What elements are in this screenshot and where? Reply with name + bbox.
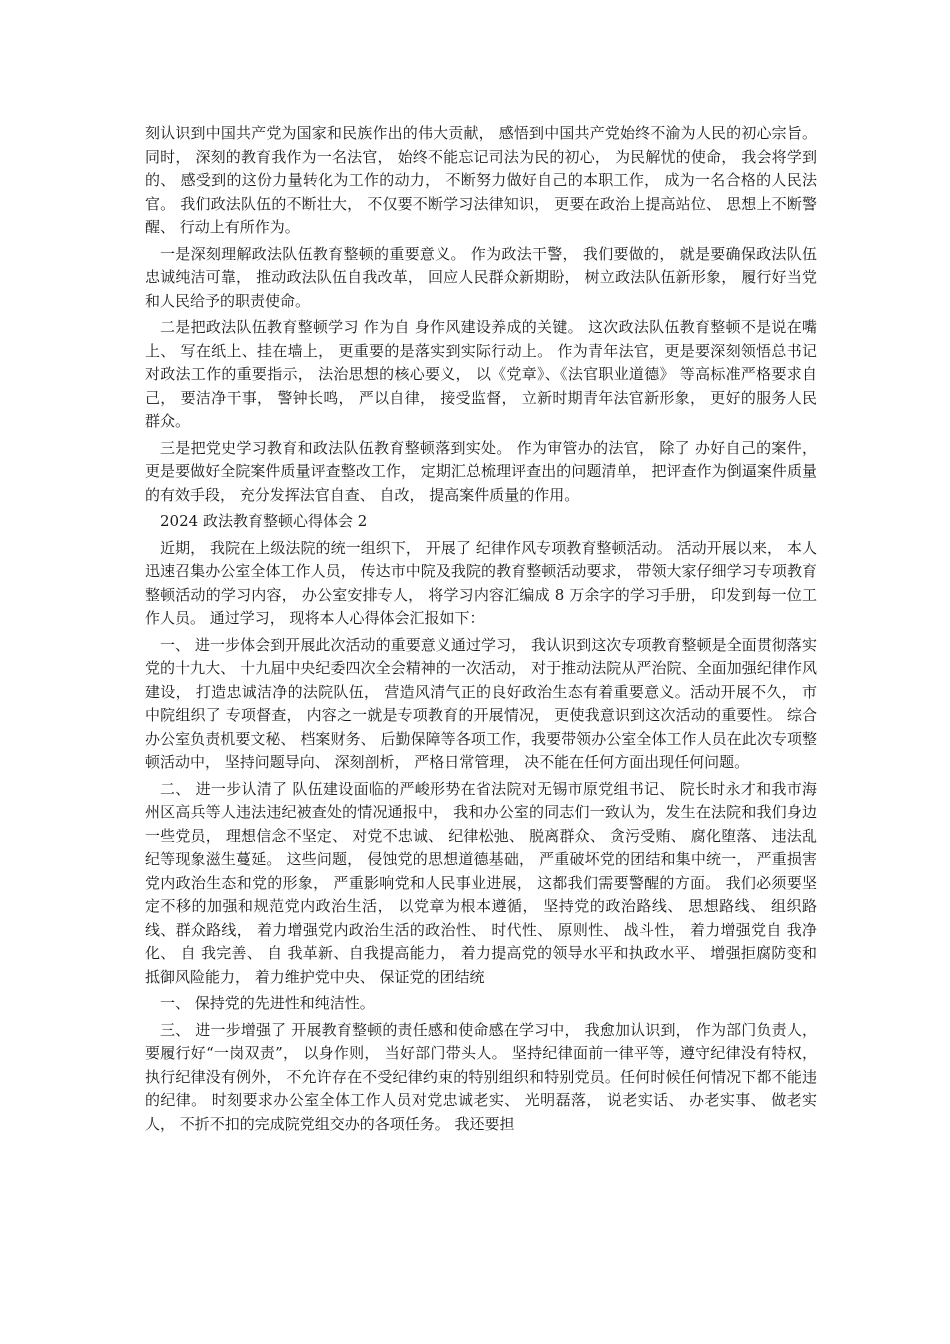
paragraph-point-1: 一是深刻理解政法队伍教育整顿的重要意义。 作为政法干警， 我们要做的， 就是要确保政法队伍忠诚纯洁可靠， 推动政法队伍自我改革， 回应人民群众新期盼， 树立政法队伍新形象， 履行好当党和人民给予的职责使命。 [145,244,817,310]
paragraph-advanced: 一、 保持党的先进性和纯洁性。 [160,994,375,1012]
section-heading: 2024 政法教育整顿心得体会 2 [160,512,368,530]
paragraph-point-2: 二是把政法队伍教育整顿学习 作为自 身作风建设养成的关键。 这次政法队伍教育整顿不是说在嘴上、 写在纸上、挂在墙上， 更重要的是落实到实际行动上。 作为青年法官，更是要深刻领悟总书记对政法工作的重要指示， 法治思想的核心要义， 以《党章》、《法官职业道德》 等高标准严格要求自己， 要洁净干事， 警钟长鸣， 严以自律， 接受监督， 立新时期青年法官新形象， 更好的服务人民群众。 [145,318,817,430]
paragraph-point-3: 三是把党史学习教育和政法队伍教育整顿落到实处。 作为审管办的法官， 除了 办好自己的案件， 更是要做好全院案件质量评查整改工作， 定期汇总梳理评查出的问题清单， 把评查作为倒逼案件质量的有效手段， 充分发挥法官自查、 自改， 提高案件质量的作用。 [145,438,817,504]
paragraph-intro: 刻认识到中国共产党为国家和民族作出的伟大贡献， 感悟到中国共产党始终不渝为人民的初心宗旨。 同时， 深刻的教育我作为一名法官， 始终不能忘记司法为民的初心， 为民解忧的使命， 我会将学到的、 感受到的这份力量转化为工作的动力， 不断努力做好自己的本职工作， 成为一名合格的人民法官。 我们政法队伍的不断壮大， 不仅要不断学习法律知识， 更要在政治上提高站位、 思想上不断警醒、 行动上有所作为。 [145,124,817,236]
document-page [145,122,817,1139]
paragraph-recent: 近期， 我院在上级法院的统一组织下， 开展了 纪律作风专项教育整顿活动。 活动开展以来， 本人迅速召集办公室全体工作人员， 传达市中院及我院的教育整顿活动要求， 带领大家仔细学习专项教育整顿活动的学习内容， 办公室安排专人， 将学习内容汇编成 8 万余字的学习手册， 印发到每一位工作人员。 通过学习， 现将本人心得体会汇报如下： [145,538,817,627]
paragraph-section-2: 二、 进一步认清了 队伍建设面临的严峻形势在省法院对无锡市原党组书记、 院长时永才和我市海州区高兵等人违法违纪被查处的情况通报中， 我和办公室的同志们一致认为，发生在法院和我们身边一些党员， 理想信念不坚定、 对党不忠诚、 纪律松弛、 脱离群众、 贪污受贿、 腐化堕落、 违法乱纪等现象滋生蔓延。 这些问题， 侵蚀党的思想道德基础， 严重破坏党的团结和集中统一， 严重损害党内政治生态和党的形象， 严重影响党和人民事业进展， 这都我们需要警醒的方面。 我们必须要坚定不移的加强和规范党内政治生活， 以党章为根本遵循， 坚持党的政治路线、 思想路线、 组织路线、群众路线， 着力增强党内政治生活的政治性、 时代性、 原则性、 战斗性， 着力增强党自 我净化、 自 我完善、 自 我革新、自我提高能力， 着力提高党的领导水平和执政水平、 增强拒腐防变和抵御风险能力， 着力维护党中央、 保证党的团结统 [145,779,817,986]
paragraph-section-1: 一、 进一步体会到开展此次活动的重要意义通过学习， 我认识到这次专项教育整顿是全面贯彻落实党的十九大、 十九届中央纪委四次全会精神的一次活动， 对于推动法院从严治院、全面加强纪律作风建设， 打造忠诚洁净的法院队伍， 营造风清气正的良好政治生态有着重要意义。活动开展不久， 市中院组织了 专项督查， 内容之一就是专项教育的开展情况， 更使我意识到这次活动的重要性。 综合办公室负责机要文秘、 档案财务、 后勤保障等各项工作，我要带领办公室全体工作人员在此次专项整顿活动中， 坚持问题导向、 深刻剖析， 严格日常管理， 决不能在任何方面出现任何问题。 [145,635,817,771]
paragraph-section-3: 三、 进一步增强了 开展教育整顿的责任感和使命感在学习中， 我愈加认识到， 作为部门负责人， 要履行好“一岗双责”， 以身作则， 当好部门带头人。 坚持纪律面前一律平等，遵守纪律没有特权， 执行纪律没有例外， 不允许存在不受纪律约束的特别组织和特别党员。任何时候任何情况下都不能违的纪律。 时刻要求办公室全体工作人员对党忠诚老实、 光明磊落， 说老实话、 办老实事、 做老实人， 不折不扣的完成院党组交办的各项任务。 我还要担 [145,1020,817,1133]
